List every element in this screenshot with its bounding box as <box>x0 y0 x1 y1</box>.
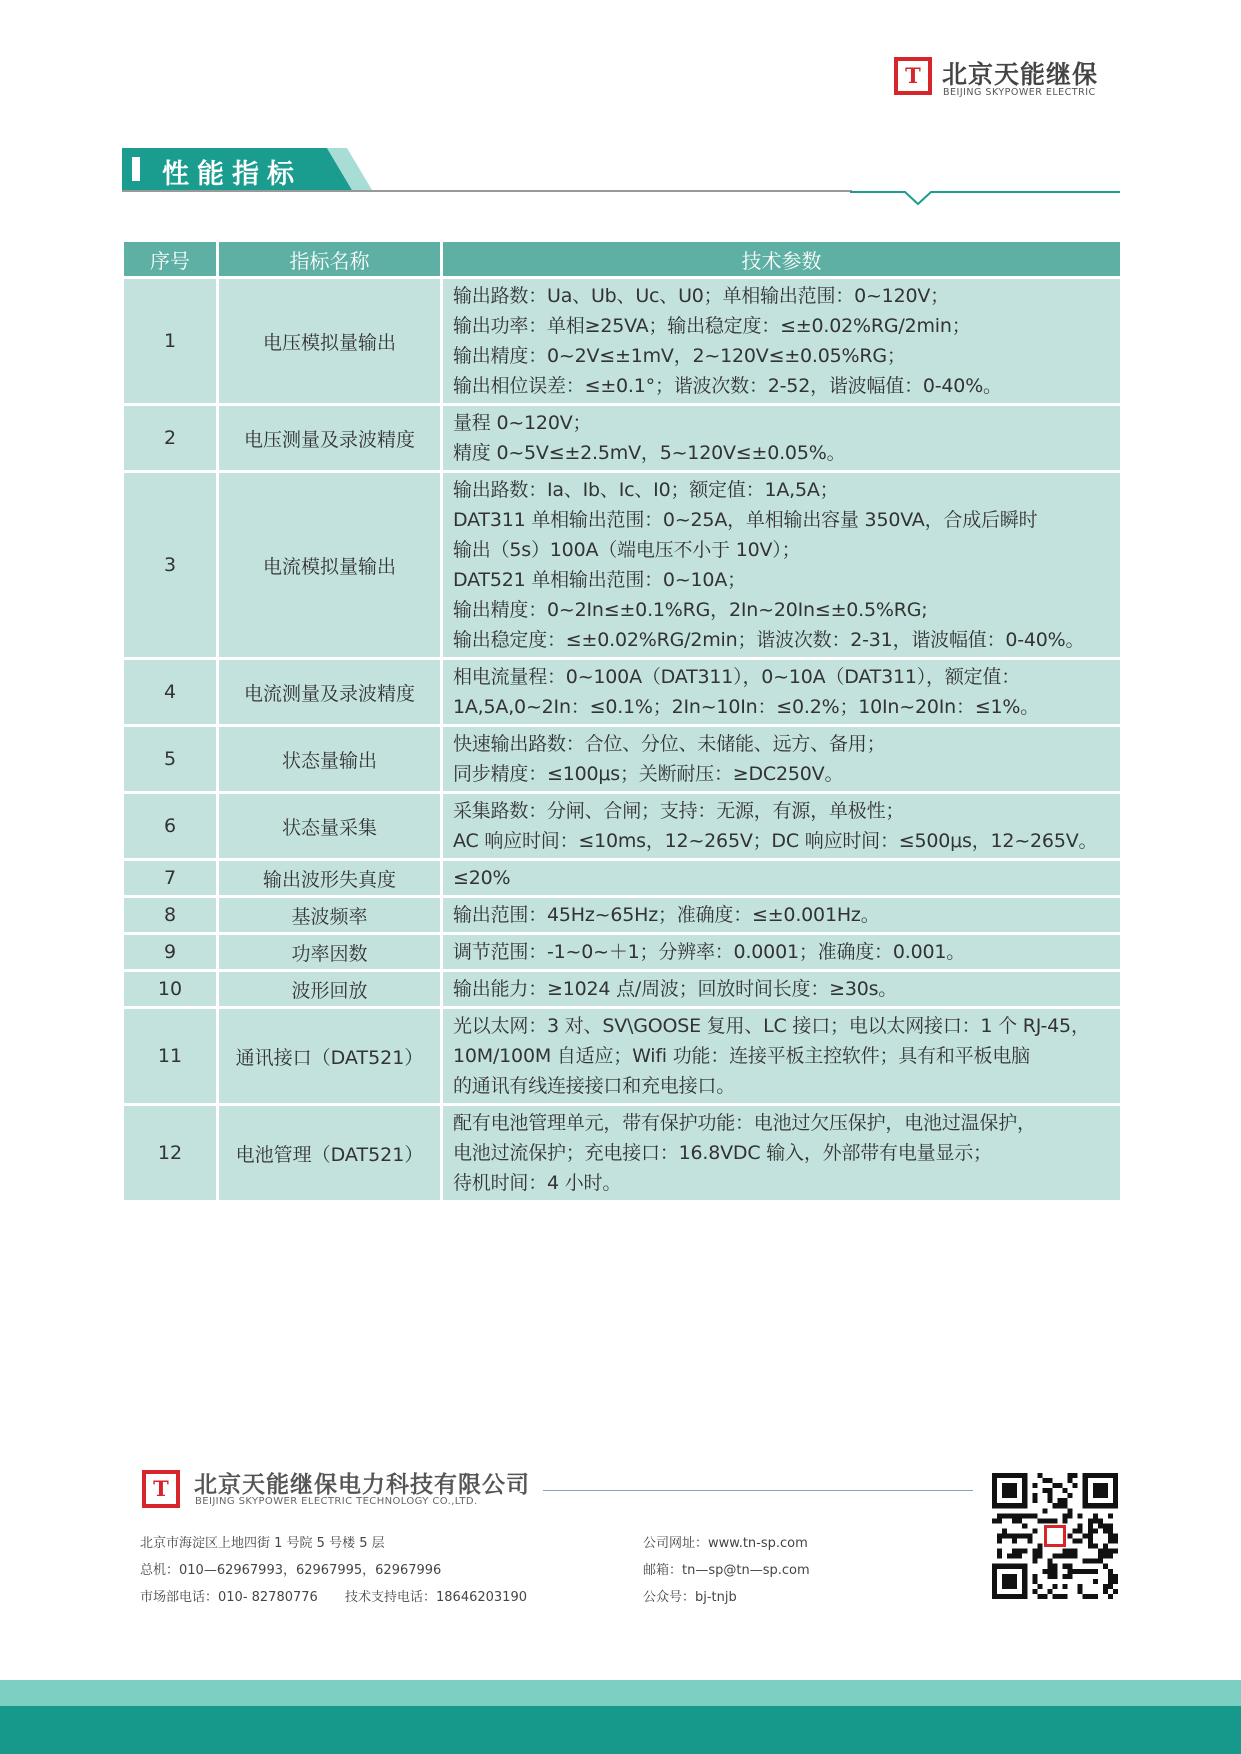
param-line: 采集路数：分闸、合闸；支持：无源，有源，单极性； <box>453 800 905 822</box>
title-underline <box>122 190 852 192</box>
row-parameters <box>442 278 1122 405</box>
table-row <box>123 472 1122 659</box>
param-line: AC 响应时间：≤10ms，12~265V；DC 响应时间：≤500μs，12~265V。 <box>453 830 1098 852</box>
row-number: 10 <box>123 971 218 1008</box>
table-row <box>123 971 1122 1008</box>
footer-logo-mark <box>142 1470 180 1508</box>
param-line: 输出稳定度：≤±0.02%RG/2min；谐波次数：2-31，谐波幅值：0-40%。 <box>453 629 1085 651</box>
row-indicator-name: 通讯接口（DAT521） <box>218 1008 442 1105</box>
row-indicator-name: 状态量输出 <box>218 726 442 793</box>
row-parameters <box>442 860 1122 897</box>
footer-company-name-en: BEIJING SKYPOWER ELECTRIC TECHNOLOGY CO.,LTD. <box>195 1496 478 1507</box>
row-indicator-name: 波形回放 <box>218 971 442 1008</box>
row-indicator-name: 电池管理（DAT521） <box>218 1105 442 1202</box>
section-title-banner <box>122 148 1122 198</box>
param-line: 输出相位误差：≤±0.1°；谐波次数：2-52，谐波幅值：0-40%。 <box>453 375 1002 397</box>
param-line: ≤20% <box>453 867 511 889</box>
param-line: 1A,5A,0~2In：≤0.1%；2In~10In：≤0.2%；10In~20In：≤1%。 <box>453 696 1040 718</box>
footer-phone: 总机：010—62967993，62967995，62967996 <box>140 1563 442 1578</box>
section-title: 性能指标 <box>162 159 302 190</box>
param-line: 待机时间：4 小时。 <box>453 1172 622 1194</box>
header-name: 指标名称 <box>218 241 442 278</box>
row-parameters <box>442 726 1122 793</box>
footer-wechat: 公众号：bj-tnjb <box>643 1590 737 1605</box>
row-indicator-name: 状态量采集 <box>218 793 442 860</box>
bottom-band-light <box>0 1680 1241 1706</box>
param-line: 10M/100M 自适应；Wifi 功能：连接平板主控软件；具有和平板电脑 <box>453 1045 1030 1067</box>
row-indicator-name: 功率因数 <box>218 934 442 971</box>
param-line: 输出路数：Ia、Ib、Ic、I0；额定值：1A,5A； <box>453 479 839 501</box>
spec-table <box>121 239 1123 1203</box>
footer-logo-glyph: T <box>153 1476 169 1501</box>
param-line: 同步精度：≤100μs；关断耐压：≥DC250V。 <box>453 763 844 785</box>
row-number: 11 <box>123 1008 218 1105</box>
row-parameters <box>442 934 1122 971</box>
table-row <box>123 1008 1122 1105</box>
footer-support-phone: 技术支持电话：18646203190 <box>345 1590 527 1605</box>
param-line: 输出精度：0~2In≤±0.1%RG，2In~20In≤±0.5%RG; <box>453 599 928 621</box>
row-number: 6 <box>123 793 218 860</box>
table-row <box>123 726 1122 793</box>
footer-company-name-cn: 北京天能继保电力科技有限公司 <box>194 1472 530 1498</box>
qr-code <box>992 1473 1118 1599</box>
row-indicator-name: 电压模拟量输出 <box>218 278 442 405</box>
param-line: 输出功率：单相≥25VA；输出稳定度：≤±0.02%RG/2min； <box>453 315 971 337</box>
param-line: 输出能力：≥1024 点/周波；回放时间长度：≥30s。 <box>453 978 898 1000</box>
footer-divider <box>543 1490 973 1491</box>
footer-email[interactable]: 邮箱：tn—sp@tn—sp.com <box>643 1563 810 1578</box>
footer-market-phone: 市场部电话：010- 82780776 <box>140 1590 318 1605</box>
param-line: 的通讯有线连接接口和充电接口。 <box>453 1075 736 1097</box>
param-line: 调节范围：-1~0~＋1；分辨率：0.0001；准确度：0.001。 <box>453 941 966 963</box>
row-number: 9 <box>123 934 218 971</box>
table-row <box>123 405 1122 472</box>
param-line: 电池过流保护；充电接口：16.8VDC 输入，外部带有电量显示； <box>453 1142 992 1164</box>
company-logo-mark <box>894 57 932 95</box>
footer-website[interactable]: 公司网址：www.tn-sp.com <box>643 1536 808 1551</box>
header-params: 技术参数 <box>442 241 1122 278</box>
row-indicator-name: 电流模拟量输出 <box>218 472 442 659</box>
param-line: 快速输出路数：合位、分位、未储能、远方、备用； <box>453 733 886 755</box>
row-parameters <box>442 971 1122 1008</box>
spec-table-body <box>123 278 1122 1202</box>
row-parameters <box>442 1008 1122 1105</box>
table-row <box>123 1105 1122 1202</box>
param-line: 输出精度：0~2V≤±1mV，2~120V≤±0.05%RG； <box>453 345 906 367</box>
logo-glyph: T <box>905 63 921 88</box>
param-line: 配有电池管理单元，带有保护功能：电池过欠压保护，电池过温保护， <box>453 1112 1036 1134</box>
title-underline-notch <box>850 184 1122 206</box>
table-row <box>123 860 1122 897</box>
title-bar-pip <box>132 157 140 181</box>
row-parameters <box>442 405 1122 472</box>
param-line: 量程 0~120V； <box>453 412 592 434</box>
param-line: 输出范围：45Hz~65Hz；准确度：≤±0.001Hz。 <box>453 904 880 926</box>
row-number: 1 <box>123 278 218 405</box>
row-number: 2 <box>123 405 218 472</box>
footer-address: 北京市海淀区上地四街 1 号院 5 号楼 5 层 <box>140 1536 385 1551</box>
row-parameters <box>442 472 1122 659</box>
param-line: 相电流量程：0~100A（DAT311），0~10A（DAT311），额定值： <box>453 666 1021 688</box>
table-row <box>123 897 1122 934</box>
bottom-band-dark <box>0 1706 1241 1754</box>
row-number: 12 <box>123 1105 218 1202</box>
table-row <box>123 793 1122 860</box>
header-company-name-cn: 北京天能继保 <box>942 60 1099 89</box>
param-line: 精度 0~5V≤±2.5mV，5~120V≤±0.05%。 <box>453 442 846 464</box>
row-indicator-name: 输出波形失真度 <box>218 860 442 897</box>
table-row <box>123 659 1122 726</box>
row-number: 5 <box>123 726 218 793</box>
row-parameters <box>442 897 1122 934</box>
param-line: DAT311 单相输出范围：0~25A，单相输出容量 350VA，合成后瞬时 <box>453 509 1038 531</box>
row-number: 7 <box>123 860 218 897</box>
row-number: 8 <box>123 897 218 934</box>
row-indicator-name: 基波频率 <box>218 897 442 934</box>
param-line: 光以太网：3 对、SV\GOOSE 复用、LC 接口；电以太网接口：1 个 RJ-45， <box>453 1015 1090 1037</box>
param-line: DAT521 单相输出范围：0~10A； <box>453 569 746 591</box>
table-header-row <box>123 241 1122 278</box>
param-line: 输出（5s）100A（端电压不小于 10V）； <box>453 539 801 561</box>
table-row <box>123 934 1122 971</box>
row-indicator-name: 电压测量及录波精度 <box>218 405 442 472</box>
row-number: 3 <box>123 472 218 659</box>
row-parameters <box>442 659 1122 726</box>
header-company-name-en: BEIJING SKYPOWER ELECTRIC <box>943 87 1096 98</box>
param-line: 输出路数：Ua、Ub、Uc、U0；单相输出范围：0~120V； <box>453 285 949 307</box>
header-no: 序号 <box>123 241 218 278</box>
row-number: 4 <box>123 659 218 726</box>
row-parameters <box>442 1105 1122 1202</box>
table-row <box>123 278 1122 405</box>
row-parameters <box>442 793 1122 860</box>
row-indicator-name: 电流测量及录波精度 <box>218 659 442 726</box>
